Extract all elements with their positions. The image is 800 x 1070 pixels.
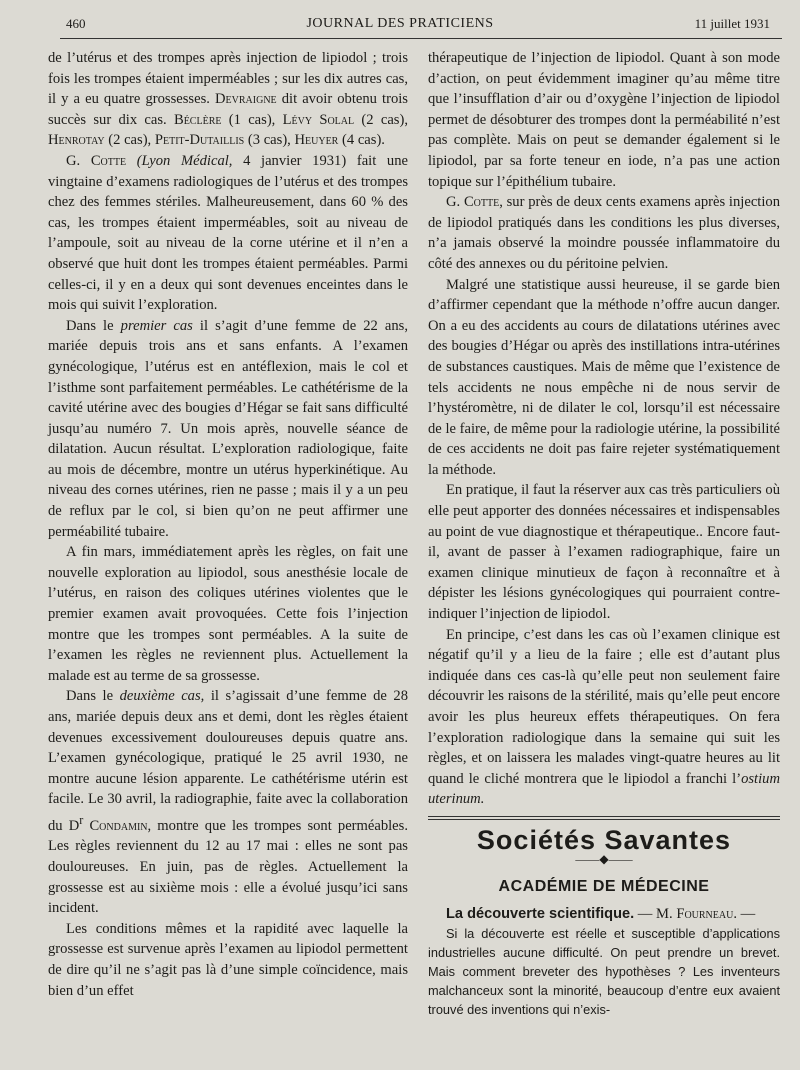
issue-date: 11 juillet 1931	[694, 16, 770, 31]
paragraph: G. Cotte (Lyon Médical, 4 janvier 1931) fait une vingtaine d’examens radiologiques de l’utérus et des trompes chez des femmes stériles. Malheureusement, dans 60 % des cas, les trompes étaient imperméables, soit au niveau de l’ampoule, soit au niveau de la corne utérine et il n’en a observé que huit dont les trompes étaient perméables. Parmi celles-ci, il y en a deux qui sont devenues enceintes dans le mois qui suivit l’exploration.	[48, 152, 408, 314]
ornament-rule: ——◆——	[575, 851, 633, 866]
section-title: Sociétés Savantes	[476, 824, 732, 855]
left-column	[48, 48, 408, 1001]
section-divider	[428, 816, 780, 820]
paragraph: de l’utérus et des trompes après injection de lipiodol ; trois fois les trompes étaient imperméables ; sur les dix autres cas, il y a eu quatre grossesses. Devraigne dit avoir obtenu trois succès sur dix cas. Béclère (1 cas), Lévy Solal (2 cas), Henrotay (2 cas), Petit-Dutaillis (3 cas), Heuyer (4 cas).	[48, 50, 408, 149]
paragraph: thérapeutique de l’injection de lipiodol. Quant à son mode d’action, on peut évidemment imaginer qu’au même titre que l’insufflation d’air ou d’oxygène l’injection de lipiodol permet de désobturer des trompes dont la perméabilité n’est pas complète. Mais on peut se demander également si le lipiodol, par sa forte teneur en iode, n’a pas une action topique sur l’épithélium tubaire.	[428, 50, 780, 190]
paragraph: Dans le deuxième cas, il s’agissait d’une femme de 28 ans, mariée depuis deux ans et demi, dont les règles étaient devenues excessivement douloureuses depuis quatre ans. L’examen gynécologique, pratiqué le 25 avril 1930, ne montre aucune lésion apparente. Le cathétérisme utérin est facile. Le 30 avril, la radiographie, faite avec la collaboration du $D^r$ Condamin, montre que les trompes sont perméables. Les règles reviennent du 12 au 17 mai : elles ne sont pas douloureuses. En juin, pas de règles. Actuellement la grossesse est au sixième mois : elle a évolué jusqu’ici sans incident.	[48, 688, 408, 917]
paragraph: Les conditions mêmes et la rapidité avec laquelle la grossesse est survenue après l’examen au lipiodol permettent de dire qu’il ne s’agit pas là d’une simple coïncidence, mais bien d’un effet	[48, 920, 408, 999]
header-rule	[60, 38, 782, 39]
academy-heading: ACADÉMIE DE MÉDECINE	[498, 878, 710, 896]
article-heading: La découverte scientifique. — M. Fourneau. —	[446, 905, 756, 922]
paragraph: En pratique, il faut la réserver aux cas très particuliers où elle peut apporter des données nécessaires et indispensables au point de vue diagnostique et thérapeutique.. Encore faut-il, avant de passer à l’examen radiographique, faire un examen clinique minutieux de façon à reconnaître et à dépister les lésions gynécologiques qui pourraient contre-indiquer l’injection de lipiodol.	[428, 482, 780, 623]
journal-title: JOURNAL DES PRATICIENS	[306, 16, 494, 31]
paragraph: Dans le premier cas il s’agit d’une femme de 22 ans, mariée depuis trois ans et sans enfants. A l’examen gynécologique, l’utérus est en antéflexion, mais le col et l’isthme sont parfaitement perméables. Le cathétérisme de la cavité utérine avec des bougies d’Hégar se fait sans difficulté jusqu’au numéro 7. Un mois après, nouvelle séance de dilatation. Aucun résultat. L’exploration radiologique, faite au mois de décembre, montre un utérus hyperkinétique. Au niveau des cornes utérines, rien ne passe ; mais il y a un peu de reflux par le col, si bien qu’on ne peut affirmer une perméabilité tubaire.	[48, 317, 409, 540]
right-column	[428, 48, 780, 1019]
page-number: 460	[66, 16, 86, 31]
paragraph: A fin mars, immédiatement après les règles, on fait une nouvelle exploration au lipiodol, sous anesthésie locale de l’utérus, en raison des coliques utérines violentes que le premier examen avait provoquées. Cette fois l’injection montre que les trompes sont perméables. A la suite de l’examen les règles ne reviennent plus. Actuellement la malade est au terme de sa grossesse.	[48, 544, 408, 684]
paragraph: G. Cotte, sur près de deux cents examens après injection de lipiodol pratiqués dans les conditions les plus diverses, n’a jamais observé la moindre poussée inflammatoire du côté des annexes ou du péritoine pelvien.	[428, 194, 780, 272]
paragraph: En principe, c’est dans les cas où l’examen clinique est négatif qu’il y a lieu de la faire ; elle est d’autant plus indiquée dans ces cas-là qu’elle peut non seulement faire découvrir les raisons de la stérilité, mais qu’elle peut encore avoir les plus heureux effets thérapeutiques. On fera l’exploration radiologique dans la semaine qui suit les règles, et on laissera les malades vingt-quatre heures au lit quand le cliché montrera que le lipiodol a franchi l’ostium uterinum.	[428, 626, 780, 808]
paragraph: Malgré une statistique aussi heureuse, il se garde bien d’affirmer cependant que la méthode n’offre aucun danger. On a eu des accidents au cours de dilatations utérines avec des bougies d’Hégar ou après des instillations intra-utérines de substances caustiques. Mais de même que l’existence de tels accidents ne nous empêche ni de nous servir de l’hystéromètre, ni de dilater le col, lorsqu’il est nécessaire de le faire, de même pour la radiologie utérine, la possibilité de ces accidents ne doit pas faire rejeter systématiquement la méthode.	[428, 276, 780, 478]
article-text: Si la découverte est réelle et susceptible d’applications industrielles aucune difficulté. On peut prendre un brevet. Mais comment breveter des hypothèses ? Les inventeurs malchanceux sont la minorité, beaucoup d’entre eux avaient trouvé des inventions qui n’exis-	[428, 926, 780, 1018]
page-header	[0, 0, 800, 36]
